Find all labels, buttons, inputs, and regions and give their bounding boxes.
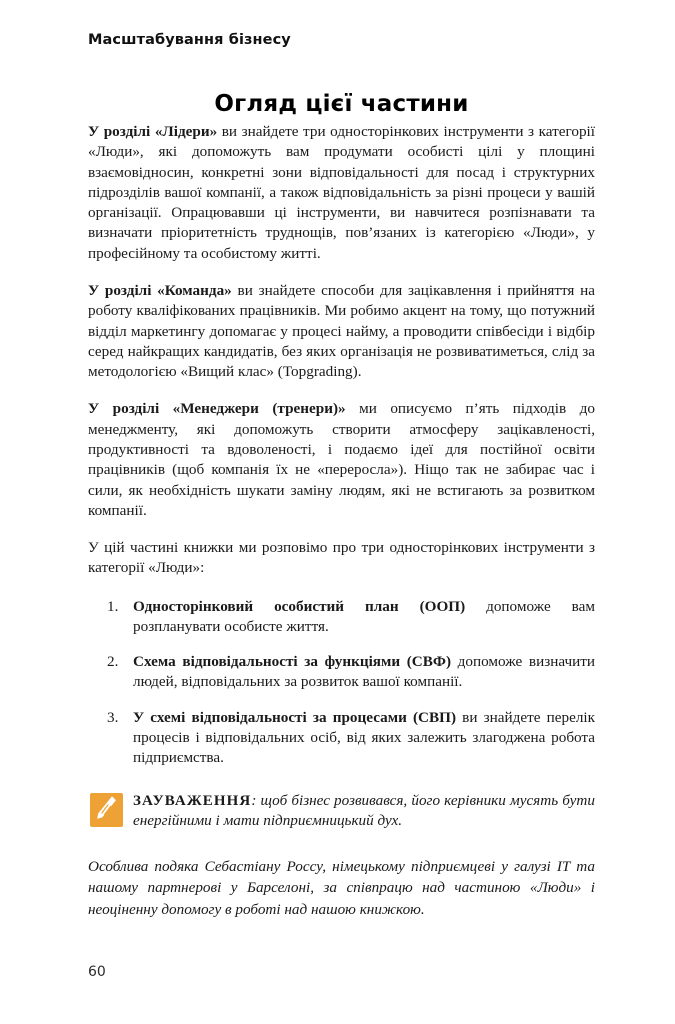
list-item — [88, 708, 595, 769]
list-item — [88, 652, 595, 693]
list-item-lead: У схемі відповідальності за процесами (СВП) — [133, 708, 457, 726]
paragraph-text: ми описуємо п’ять підходів до менеджменту, які допоможуть створити атмосферу зацікавленості, продуктивності та вдоволеності, і подаємо ідеї для постійної освіти працівників (щоб компанія їх не «переросла»). Ніщо так не забирає час і сили, як необхідність шукати заміну людям, які не встигають за розвитком компанії. — [88, 400, 595, 519]
page-title: Огляд цієї частини — [214, 91, 469, 118]
paragraph-intro-list — [88, 538, 595, 579]
pencil-icon — [90, 793, 123, 827]
paragraph-managers — [88, 399, 595, 521]
paragraph-text: ви знайдете способи для зацікавлення і прийняття на роботу кваліфікованих працівників. Ми робимо акцент на тому, що потужний відділ маркетингу допомагає у процесі найму, а проводити співбесіди і відбір серед найкращих кандидатів, без яких організація не розвиватиметься, слід за методологією «Вищий клас» (Topgrading). — [88, 281, 595, 381]
list-item-lead: Односторінковий особистий план (ООП) — [133, 597, 466, 615]
tools-list — [88, 597, 595, 769]
paragraph-leaders — [88, 122, 595, 264]
list-item-number: 2. — [107, 653, 119, 671]
paragraph-lead: У розділі «Лідери» — [88, 123, 218, 140]
note-callout — [88, 791, 595, 832]
page-content — [88, 122, 595, 920]
paragraph-text: ви знайдете три односторінкових інструменти з категорії «Люди», які допоможуть вам продумати особисті цілі у площині взаємовідносин, конкретні зони відповідальності для посад і структурних підрозділів вашої компанії, а також відповідальність за різні процеси у вашій організації. Опрацювавши ці інструменти, ви навчитеся розпізнавати та визначати пріоритетність труднощів, пов’язаних із категорією «Люди», у професійному та особистому житті. — [88, 123, 595, 262]
list-item-text: допоможе вам розпланувати особисте життя. — [133, 597, 595, 635]
paragraph-text: У цій частині книжки ми розповімо про три односторінкових інструменти з категорії «Люди»: — [88, 539, 595, 577]
list-item — [88, 597, 595, 638]
list-item-text: допоможе визначити людей, відповідальних за розвиток вашої компанії. — [133, 653, 595, 691]
paragraph-lead: У розділі «Менеджери (тренери)» — [88, 400, 346, 418]
note-text — [133, 791, 595, 832]
paragraph-lead: У розділі «Команда» — [88, 281, 232, 299]
paragraph-team — [88, 281, 595, 382]
list-item-lead: Схема відповідальності за функціями (СВФ) — [133, 653, 452, 671]
acknowledgement-paragraph: Особлива подяка Себастіану Россу, німецькому підприємцеві у галузі IT та нашому партнерові у Барселоні, за співпрацю над частиною «Люди» і неоціненну допомогу в роботі над нашою книжкою. — [88, 857, 595, 918]
note-label: ЗАУВАЖЕННЯ — [133, 792, 252, 809]
note-body: : щоб бізнес розвивався, його керівники мусять бути енергійними і мати підприємницький дух. — [133, 791, 595, 830]
running-head: Масштабування бізнесу — [88, 32, 291, 48]
page-number: 60 — [88, 964, 106, 980]
list-item-number: 1. — [107, 597, 119, 615]
list-item-text: ви знайдете перелік процесів і відповідальних осіб, від яких залежить злагоджена робота підприємства. — [133, 708, 595, 767]
list-item-number: 3. — [107, 708, 119, 726]
